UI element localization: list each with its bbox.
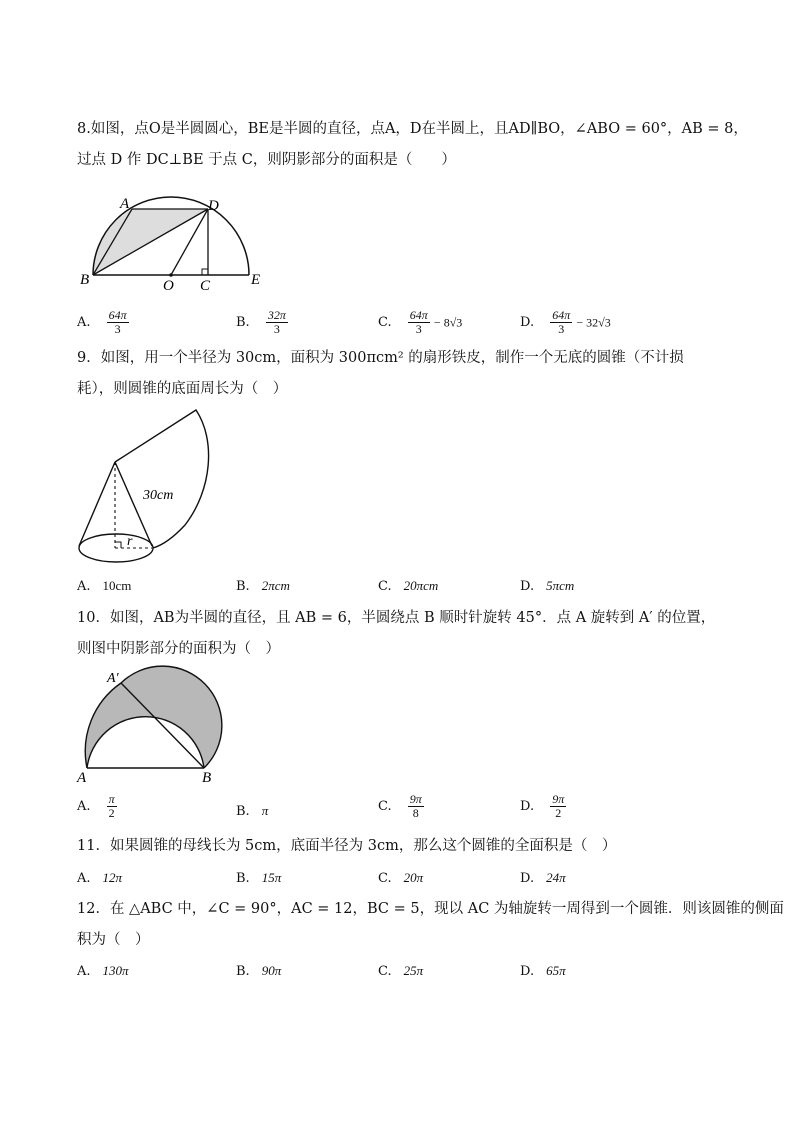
q11-option-a[interactable]: [77, 868, 122, 889]
q9-right-angle-mark: [115, 542, 121, 548]
q10-stem-line1: 10．如图，AB为半圆的直径，且 AB = 6，半圆绕点 B 顺时针旋转 45°．点 A 旋转到 A′ 的位置，: [77, 610, 716, 626]
option-value: 25π: [403, 963, 424, 978]
option-value: 24π: [546, 870, 566, 885]
option-letter: B.: [236, 964, 250, 979]
q9-option-b[interactable]: [236, 576, 290, 597]
option-value: 20πcm: [403, 578, 439, 593]
q12-stem-line1: 12．在 △ABC 中，∠C = 90°，AC = 12，BC = 5，现以 AC 为轴旋转一周得到一个圆锥．则该圆锥的侧面: [77, 901, 784, 917]
option-value: 20π: [403, 870, 424, 885]
q9-stem-line2: 耗），则圆锥的底面周长为（ ）: [77, 381, 288, 397]
option-fraction: $\frac{9\pi}{2}$: [552, 792, 565, 820]
option-letter: A.: [77, 871, 91, 886]
option-letter: A.: [77, 964, 91, 979]
q10-label-a1: A′: [107, 671, 119, 686]
option-value: 15π: [261, 870, 282, 885]
q8-label-c: C: [200, 278, 211, 292]
option-letter: B.: [236, 579, 250, 594]
q10-option-a[interactable]: [77, 793, 117, 820]
q10-label-b: B: [202, 770, 212, 786]
option-fraction: $\frac{\pi}{2}$: [108, 792, 115, 820]
option-letter: C.: [378, 315, 392, 330]
q10-option-d[interactable]: [520, 793, 566, 820]
q10-option-c[interactable]: [378, 793, 424, 820]
option-fraction: $\frac{64\pi}{3}$: [108, 308, 127, 336]
q8-center-point: [169, 273, 173, 277]
q9-option-a[interactable]: [77, 576, 131, 597]
option-tail: − 8√3: [433, 315, 463, 330]
option-value: 65π: [546, 963, 566, 978]
option-letter: B.: [236, 871, 250, 886]
option-letter: B.: [236, 315, 250, 330]
q8-label-a: A: [120, 196, 130, 212]
q12-option-c[interactable]: [378, 961, 423, 982]
option-value: 5πcm: [546, 578, 575, 593]
q9-stem-line1: 9．如图，用一个半径为 30cm，面积为 300πcm² 的扇形铁皮，制作一个无底的圆锥（不计损: [77, 350, 684, 366]
q10-option-b[interactable]: [236, 801, 268, 822]
option-letter: C.: [378, 799, 392, 814]
option-letter: C.: [378, 871, 392, 886]
option-letter: A.: [77, 579, 91, 594]
q9-label-radius: 30cm: [143, 488, 174, 503]
q12-option-d[interactable]: [520, 961, 566, 982]
option-letter: D.: [520, 871, 535, 886]
q9-cone-left-edge: [79, 462, 115, 546]
q8-stem-line1: 8.如图，点O是半圆圆心，BE是半圆的直径，点A，D在半圆上，且AD∥BO，∠ABO = 60°，AB = 8，: [77, 121, 748, 137]
q8-label-o: O: [163, 278, 174, 292]
option-letter: A.: [77, 799, 91, 814]
q9-option-c[interactable]: [378, 576, 438, 597]
q11-stem-line1: 11．如果圆锥的母线长为 5cm，底面半径为 3cm，那么这个圆锥的全面积是（ ）: [77, 838, 617, 854]
q12-stem-line2: 积为（ ）: [77, 932, 150, 948]
option-letter: A.: [77, 315, 91, 330]
q8-option-c[interactable]: [378, 309, 462, 336]
option-letter: D.: [520, 315, 535, 330]
q11-option-b[interactable]: [236, 868, 281, 889]
option-fraction: $\frac{64\pi}{3}$: [552, 308, 571, 336]
q10-label-a: A: [77, 770, 87, 786]
q9-label-r: r: [127, 534, 133, 549]
option-value: 90π: [261, 963, 282, 978]
option-value: 130π: [102, 963, 129, 978]
option-fraction: $\frac{64\pi}{3}$: [409, 308, 428, 336]
option-letter: D.: [520, 964, 535, 979]
option-value: 10cm: [102, 578, 132, 593]
option-letter: D.: [520, 579, 535, 594]
option-value: π: [261, 803, 269, 818]
q9-option-d[interactable]: [520, 576, 574, 597]
option-letter: B.: [236, 804, 250, 819]
q8-label-d: D: [208, 198, 219, 214]
option-value: 12π: [102, 870, 123, 885]
q11-option-c[interactable]: [378, 868, 423, 889]
q10-stem-line2: 则图中阴影部分的面积为（ ）: [77, 641, 280, 657]
q8-label-e: E: [251, 272, 261, 288]
q8-option-b[interactable]: [236, 309, 288, 336]
q9-sector-outline: [115, 410, 209, 548]
q8-stem-line2: 过点 D 作 DC⊥BE 于点 C，则阴影部分的面积是（ ）: [77, 152, 456, 168]
q8-option-d[interactable]: [520, 309, 611, 336]
q8-figure: [78, 192, 268, 292]
q11-option-d[interactable]: [520, 868, 566, 889]
option-letter: C.: [378, 579, 392, 594]
option-fraction: $\frac{9\pi}{8}$: [409, 792, 422, 820]
q9-figure: [72, 405, 232, 570]
option-value: 2πcm: [261, 578, 290, 593]
q8-right-angle-mark: [202, 269, 208, 275]
q12-option-a[interactable]: [77, 961, 129, 982]
q12-option-b[interactable]: [236, 961, 281, 982]
option-tail: − 32√3: [576, 315, 611, 330]
option-fraction: $\frac{32\pi}{3}$: [267, 308, 286, 336]
option-letter: D.: [520, 799, 535, 814]
q8-option-a[interactable]: [77, 309, 129, 336]
q8-label-b: B: [80, 272, 90, 288]
q10-figure: [72, 662, 232, 788]
option-letter: C.: [378, 964, 392, 979]
